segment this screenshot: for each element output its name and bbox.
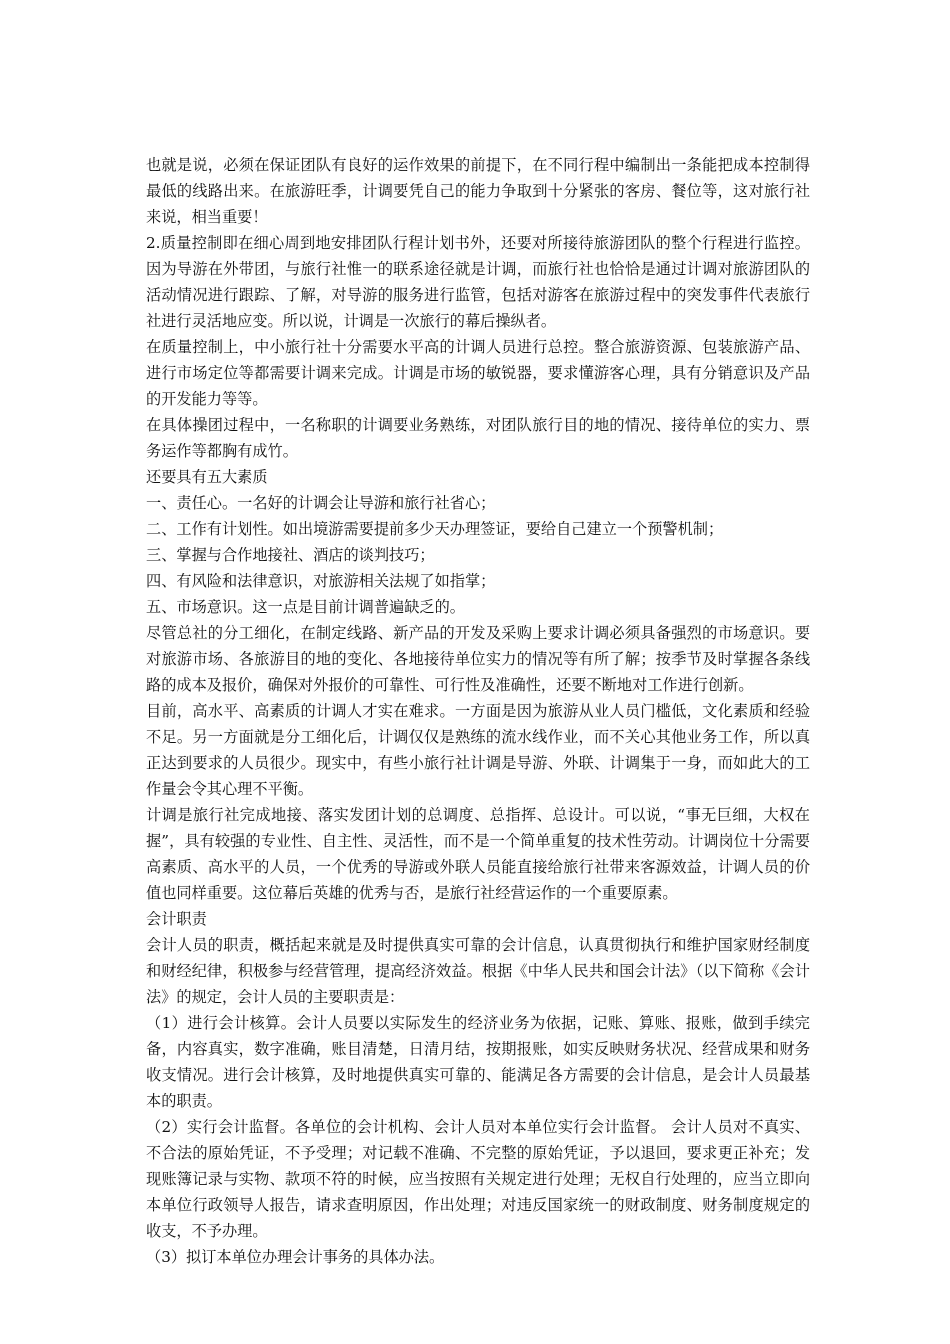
paragraph-quality-control: 2.质量控制即在细心周到地安排团队行程计划书外，还要对所接待旅游团队的整个行程进行监控。因为导游在外带团，与旅行社惟一的联系途径就是计调，而旅行社也恰恰是通过计调对旅游团队的活动情况进行跟踪、了解，对导游的服务进行监管，包括对游客在旅游过程中的突发事件代表旅行社进行灵活地应变。所以说，计调是一次旅行的幕后操纵者。 (146, 234, 810, 330)
paragraph-market-awareness: 尽管总社的分工细化，在制定线路、新产品的开发及采购上要求计调必须具备强烈的市场意识。要对旅游市场、各旅游目的地的变化、各地接待单位实力的情况等有所了解；按季节及时掌握各条线路的成本及报价，确保对外报价的可靠性、可行性及准确性，还要不断地对工作进行创新。 (146, 624, 810, 694)
document-body (146, 152, 810, 1270)
paragraph-accounting-duty-3: （3）拟订本单位办理会计事务的具体办法。 (146, 1248, 445, 1266)
paragraph-accounting-duty-1: （1）进行会计核算。会计人员要以实际发生的经济业务为依据，记账、算账、报账，做到手续完备，内容真实，数字准确，账目清楚，日清月结，按期报账，如实反映财务状况、经营成果和财务收支情况。进行会计核算，及时地提供真实可靠的、能满足各方需要的会计信息，是会计人员最基本的职责。 (146, 1014, 810, 1110)
paragraph-accounting-duty-2: （2）实行会计监督。各单位的会计机构、会计人员对本单位实行会计监督。 会计人员对不真实、不合法的原始凭证，不予受理；对记载不准确、不完整的原始凭证，予以退回，要求更正补充；发现账簿记录与实物、款项不符的时候，应当按照有关规定进行处理；无权自行处理的，应当立即向本单位行政领导人报告，请求查明原因，作出处理；对违反国家统一的财政制度、财务制度规定的收支，不予办理。 (146, 1118, 810, 1240)
list-item-planning: 二、工作有计划性。如出境游需要提前多少天办理签证，要给自己建立一个预警机制； (146, 520, 724, 538)
list-item-market-awareness: 五、市场意识。这一点是目前计调普遍缺乏的。 (146, 598, 465, 616)
paragraph-operation: 在具体操团过程中，一名称职的计调要业务熟练，对团队旅行目的地的情况、接待单位的实力、票务运作等都胸有成竹。 (146, 416, 810, 460)
paragraph-quality-control-detail: 在质量控制上，中小旅行社十分需要水平高的计调人员进行总控。整合旅游资源、包装旅游产品、进行市场定位等都需要计调来完成。计调是市场的敏锐器，要求懂游客心理，具有分销意识及产品的开发能力等等。 (146, 338, 810, 408)
paragraph-role-summary: 计调是旅行社完成地接、落实发团计划的总调度、总指挥、总设计。可以说，“事无巨细，大权在握”，具有较强的专业性、自主性、灵活性，而不是一个简单重复的技术性劳动。计调岗位十分需要高素质、高水平的人员，一个优秀的导游或外联人员能直接给旅行社带来客源效益，计调人员的价值也同样重要。这位幕后英雄的优秀与否，是旅行社经营运作的一个重要原素。 (146, 806, 810, 902)
paragraph-five-qualities-heading: 还要具有五大素质 (146, 468, 268, 486)
list-item-risk-law: 四、有风险和法律意识，对旅游相关法规了如指掌； (146, 572, 496, 590)
paragraph-talent-shortage: 目前，高水平、高素质的计调人才实在难求。一方面是因为旅游从业人员门槛低，文化素质和经验不足。另一方面就是分工细化后，计调仅仅是熟练的流水线作业，而不关心其他业务工作，所以真正达到要求的人员很少。现实中，有些小旅行社计调是导游、外联、计调集于一身，而如此大的工作量会令其心理不平衡。 (146, 702, 810, 798)
list-item-negotiation: 三、掌握与合作地接社、酒店的谈判技巧； (146, 546, 435, 564)
paragraph-accounting-intro: 会计人员的职责，概括起来就是及时提供真实可靠的会计信息，认真贯彻执行和维护国家财经制度和财经纪律，积极参与经营管理，提高经济效益。根据《中华人民共和国会计法》（以下简称《会计法》的规定，会计人员的主要职责是： (146, 936, 810, 1006)
section-heading-accounting-duties: 会计职责 (146, 910, 207, 928)
paragraph-cost-control: 也就是说，必须在保证团队有良好的运作效果的前提下，在不同行程中编制出一条能把成本控制得最低的线路出来。在旅游旺季，计调要凭自己的能力争取到十分紧张的客房、餐位等，这对旅行社来说，相当重要！ (146, 156, 810, 226)
list-item-responsibility: 一、责任心。一名好的计调会让导游和旅行社省心； (146, 494, 496, 512)
